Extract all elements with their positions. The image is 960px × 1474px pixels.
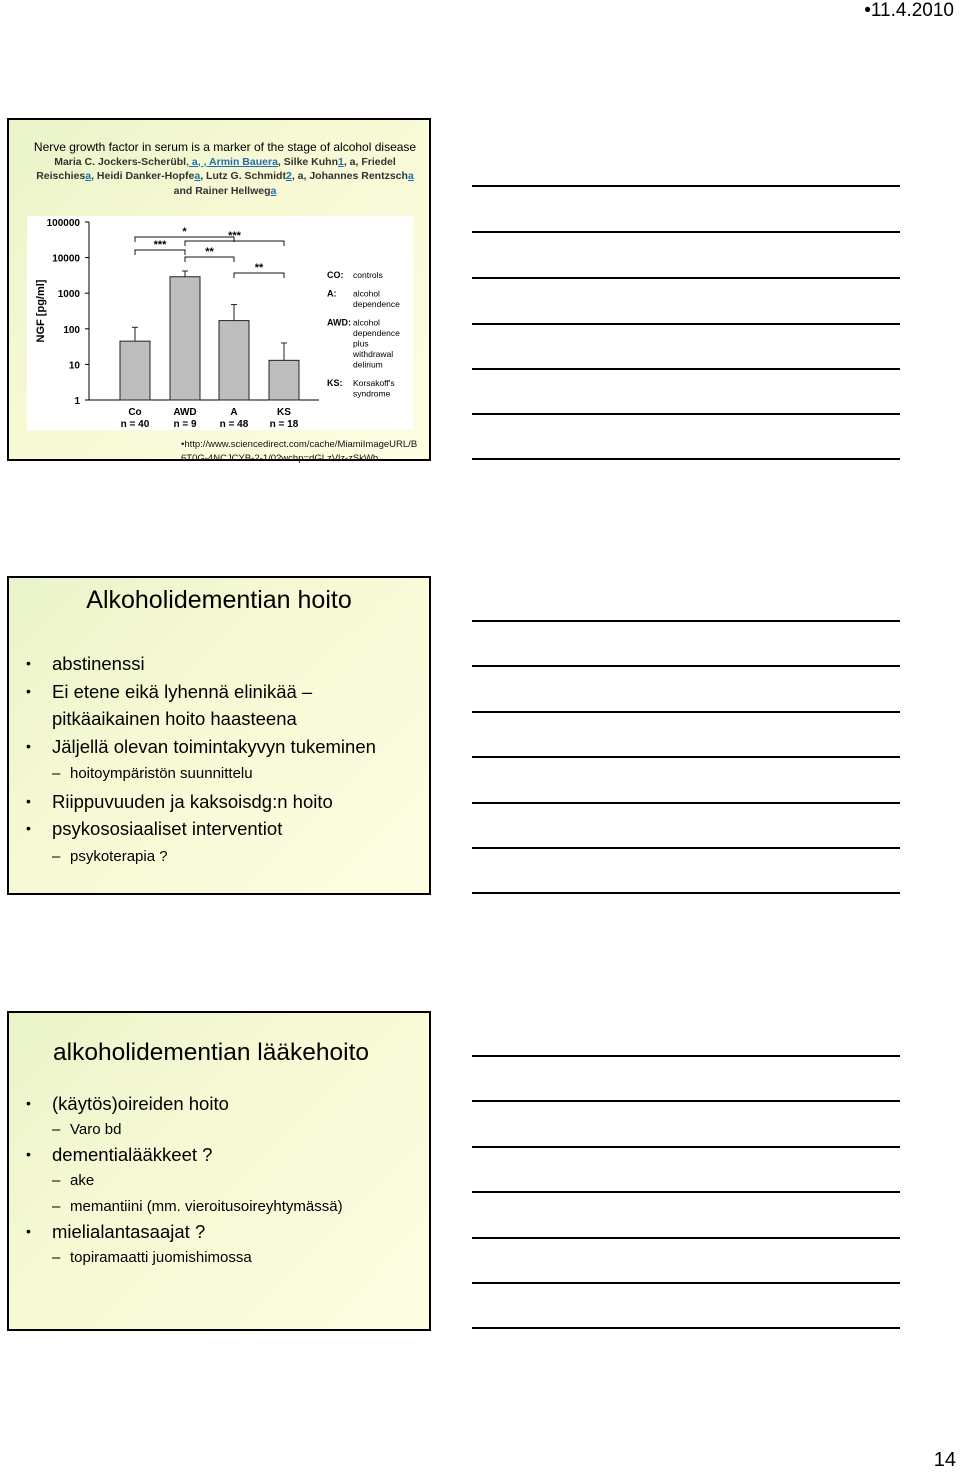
sample-size-label: n = 18 [269, 419, 299, 430]
x-tick-label: A [230, 407, 238, 418]
sample-size-label: n = 40 [120, 419, 150, 430]
bullet-item [26, 650, 376, 678]
legend-text-line: withdrawal [353, 349, 394, 359]
note-line [472, 665, 900, 667]
author-text: and Rainer Hellweg [173, 184, 271, 197]
bullet-text: dementialääkkeet ? [52, 1144, 213, 1166]
note-line [472, 1055, 900, 1057]
significance-label: *** [153, 239, 167, 251]
sub-bullet-item [26, 843, 376, 871]
bullet-text: ake [70, 1172, 95, 1190]
bullet-text: Jäljellä olevan toimintakyvyn tukeminen [52, 735, 376, 757]
legend-text [352, 318, 400, 370]
note-line [472, 802, 900, 804]
legend-text-line: delirium [353, 359, 383, 370]
y-tick-label: 100000 [46, 218, 80, 229]
sample-size-label: n = 9 [173, 419, 197, 430]
legend-text [353, 270, 383, 280]
y-tick-label: 10000 [52, 253, 80, 265]
affiliation-link[interactable]: a [194, 170, 201, 182]
x-tick-label: KS [277, 407, 291, 418]
source-url[interactable] [181, 438, 431, 466]
legend-text-line: syndrome [353, 388, 391, 399]
sub-bullet-item [26, 1194, 343, 1220]
dash-marker: – [52, 1249, 61, 1267]
significance-label: ** [254, 262, 264, 274]
legend-text-line: dependence [353, 328, 400, 338]
paper-citation [31, 140, 419, 198]
legend-text-line: plus [353, 338, 369, 349]
bullet-list [26, 650, 376, 870]
note-line [472, 1100, 900, 1102]
author-text: , Silke Kuhn [277, 155, 338, 168]
note-line [472, 1237, 900, 1239]
sub-bullet-item [26, 1117, 343, 1143]
bullet-item [26, 733, 376, 761]
bullet-text: psykososiaaliset interventiot [52, 818, 283, 839]
bullet-text: abstinenssi [52, 653, 145, 674]
legend-text [353, 378, 395, 399]
sub-bullet-item [26, 760, 376, 788]
bullet-list [26, 1091, 343, 1271]
bullet-text: pitkäaikainen hoito haasteena [52, 708, 297, 729]
affiliation-link[interactable]: 1 [338, 155, 344, 168]
url-line: 6T0G-4NCJCYB-2-1/0?wchp=dGLzVlz-zSkWb [181, 453, 379, 464]
bar-ks [269, 360, 299, 400]
legend-key: AWD: [327, 317, 351, 328]
significance-label: *** [228, 230, 241, 242]
bullet-text: topiramaatti juomishimossa [70, 1249, 252, 1267]
note-line [472, 1282, 900, 1284]
bullet-continuation [26, 705, 376, 733]
sub-bullet-item [26, 1245, 343, 1271]
note-line [472, 185, 900, 187]
paper-authors [31, 155, 419, 199]
bullet-text: (käytös)oireiden hoito [52, 1093, 229, 1114]
bullet-text: psykoterapia ? [70, 847, 168, 865]
note-line [472, 413, 900, 415]
note-line [472, 277, 900, 279]
bullet-item [26, 1091, 343, 1117]
x-tick-label: Co [128, 407, 142, 418]
note-line [472, 1327, 900, 1329]
legend-text-line: controls [353, 270, 383, 280]
affiliation-link[interactable]: 2 [285, 170, 292, 182]
significance-label: ** [205, 246, 214, 258]
note-line [472, 323, 900, 325]
note-line [472, 1191, 900, 1193]
bar-awd [170, 277, 200, 400]
x-tick-label: AWD [173, 407, 197, 418]
legend-text-line: alcohol [353, 288, 380, 299]
note-line [472, 1146, 900, 1148]
note-line [472, 847, 900, 849]
note-line [472, 231, 900, 233]
affiliation-link[interactable]: a [407, 170, 414, 182]
bullet-text: Ei etene eikä lyhennä elinikää – [52, 680, 313, 702]
bullet-item [26, 1219, 343, 1245]
date-header: •11.4.2010 [864, 0, 954, 21]
y-axis-label: NGF [pg/ml] [35, 279, 47, 343]
bullet-text: hoitoympäristön suunnittelu [70, 765, 253, 782]
author-text: , Heidi Danker-Hopfe [91, 170, 195, 182]
note-line [472, 368, 900, 370]
slide-ngf-study [7, 118, 431, 464]
slide-title: Alkoholidementian hoito [86, 586, 352, 614]
note-line [472, 711, 900, 713]
bullet-item [26, 815, 376, 843]
url-line: •http://www.sciencedirect.com/cache/MiamiImageURL/B [181, 439, 418, 450]
legend-text-line: Korsakoff's [353, 378, 395, 388]
y-tick-label: 1 [74, 396, 80, 407]
legend-text [353, 289, 400, 310]
bullet-item [26, 678, 376, 706]
author-text: Maria C. Jockers-Scherübl [54, 155, 187, 168]
dash-marker: – [52, 1120, 61, 1138]
dash-marker: – [52, 1197, 61, 1215]
author-text: , Lutz G. Schmidt [200, 170, 286, 182]
author-text: , a, Friedel Reischies [36, 155, 396, 182]
y-tick-label: 1000 [57, 289, 80, 301]
dash-marker: – [52, 847, 61, 865]
sample-size-label: n = 48 [219, 419, 249, 430]
note-line [472, 892, 900, 894]
slide-treatment [7, 576, 431, 895]
page-number: 14 [933, 1449, 956, 1471]
y-tick-label: 10 [68, 360, 80, 372]
bullet-text: Varo bd [70, 1120, 122, 1138]
note-line [472, 756, 900, 758]
chart-svg [27, 216, 413, 430]
paper-title: Nerve growth factor in serum is a marker of the stage of alcohol disease [33, 140, 417, 154]
slide-medication [7, 1011, 431, 1331]
y-tick-label: 100 [63, 324, 80, 336]
note-line [472, 620, 900, 622]
note-line [472, 458, 900, 460]
dash-marker: – [52, 1172, 61, 1190]
bullet-text: mielialantasaajat ? [52, 1221, 206, 1243]
bullet-item [26, 1142, 343, 1168]
affiliation-link[interactable]: , a, , Armin Bauer [186, 155, 273, 168]
legend-key: KS: [327, 378, 343, 388]
dash-marker: – [52, 765, 61, 782]
legend-key: A: [327, 288, 337, 299]
affiliation-link[interactable]: a [270, 184, 277, 197]
legend-key: CO: [327, 270, 344, 280]
bullet-text: memantiini (mm. vieroitusoireyhtymässä) [70, 1197, 343, 1215]
sub-bullet-item [26, 1168, 343, 1194]
legend-text-line: dependence [353, 299, 400, 309]
bullet-text: Riippuvuuden ja kaksoisdg:n hoito [52, 790, 333, 812]
bullet-item [26, 788, 376, 816]
ngf-bar-chart [27, 216, 413, 430]
legend-text-line: alcohol [353, 317, 380, 328]
affiliation-link[interactable]: a [272, 155, 278, 168]
bar-co [120, 341, 150, 400]
slide-title: alkoholidementian lääkehoito [53, 1039, 369, 1066]
affiliation-link[interactable]: a [85, 170, 92, 182]
significance-label: * [182, 226, 187, 238]
bar-a [219, 321, 249, 400]
author-text: , a, Johannes Rentzsch [291, 170, 408, 182]
